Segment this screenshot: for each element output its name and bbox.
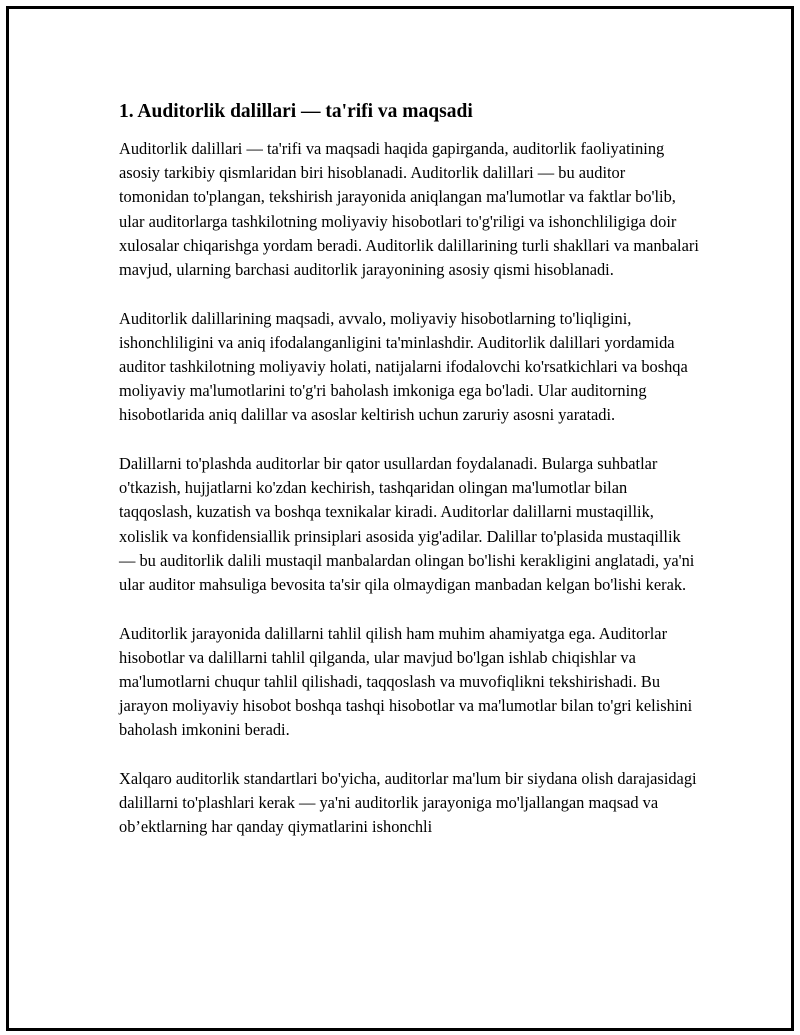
- paragraph-1: Auditorlik dalillari — ta'rifi va maqsadi haqida gapirganda, auditorlik faoliyatining asosiy tarkibiy qismlaridan biri hisoblanadi. Auditorlik dalillari — bu auditor tomonidan to'plangan, tekshirish jarayonida aniqlangan ma'lumotlar va faktlar bo'lib, ular auditorlarga tashkilotning moliyaviy hisobotlari to'g'riligi va ishonchliligiga doir xulosalar chiqarishga yordam beradi. Auditorlik dalillarining turli shakllari va manbalari mavjud, ularning barchasi auditorlik jarayonining asosiy qismi hisoblanadi.: [119, 139, 699, 280]
- paragraph-5: Xalqaro auditorlik standartlari bo'yicha, auditorlar ma'lum bir siydana olish darajasidagi dalillarni to'plashlari kerak — ya'ni auditorlik jarayoniga mo'ljallangan maqsad va ob’ektlarning har qanday qiymatlarini ishonchli: [119, 769, 697, 837]
- paragraph-2: Auditorlik dalillarining maqsadi, avvalo, moliyaviy hisobotlarning to'liqligini, ishonchliligini va aniq ifodalanganligini ta'minlashdir. Auditorlik dalillari yordamida auditor tashkilotning moliyaviy holati, natijalarni ifodalovchi ko'rsatkichlari va boshqa moliyaviy ma'lumotlarini to'g'ri baholash imkoniga ega bo'ladi. Ular auditorning hisobotlarida aniq dalillar va asoslar keltirish uchun zaruriy asosni yaratadi.: [119, 308, 688, 425]
- document-body: [119, 91, 699, 864]
- page-frame: [6, 6, 794, 1031]
- section-title: 1. Auditorlik dalillari — ta'rifi va maqsadi: [119, 101, 473, 122]
- paragraph-4: Auditorlik jarayonida dalillarni tahlil qilish ham muhim ahamiyatga ega. Auditorlar hisobotlar va dalillarni tahlil qilganda, ular mavjud bo'lgan ishlab chiqishlar va ma'lumotlarni chuqur tahlil qilishadi, taqqoslash va muvofiqlikni tekshirishadi. Bu jarayon moliyaviy hisobot boshqa tashqi hisobotlar va ma'lumotlar bilan to'gri kelishini baholash imkonini beradi.: [119, 623, 693, 740]
- paragraph-3: Dalillarni to'plashda auditorlar bir qator usullardan foydalanadi. Bularga suhbatlar o'tkazish, hujjatlarni ko'zdan kechirish, tashqaridan olingan ma'lumotlar bilan taqqoslash, kuzatish va boshqa texnikalar kiradi. Auditorlar dalillarni mustaqillik, xolislik va konfidensiallik prinsiplari asosida yig'adilar. Dalillar to'plasida mustaqillik — bu auditorlik dalili mustaqil manbalardan olingan bo'lishi kerakligini anglatadi, ya'ni ular auditor mahsuliga bevosita ta'sir qila olmaydigan manbadan kelgan bo'lishi kerak.: [119, 454, 695, 595]
